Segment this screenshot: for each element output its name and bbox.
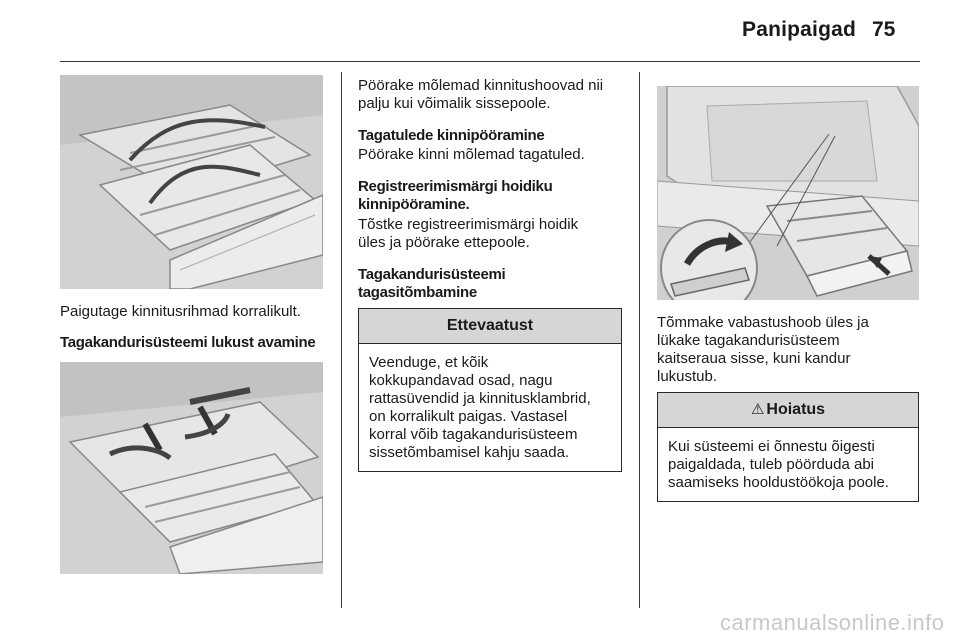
heading-retract-system: Tagakandurisüsteemi tagasitõmbamine (358, 266, 506, 301)
column-divider-1 (341, 72, 342, 608)
paragraph-pull-lever: Tõmmake vabastushoob üles ja lükake tagakandurisüsteem kaitseraua sisse, kuni kandur lukustub. (657, 314, 869, 385)
illustration-retract-carrier (657, 86, 919, 300)
illustration-unlock-levers (60, 362, 323, 574)
retract-drawing (657, 86, 919, 300)
straps-drawing (60, 75, 323, 289)
paragraph-taillights: Pöörake kinni mõlemad tagatuled. (358, 146, 585, 163)
watermark: carmanualsonline.info (720, 610, 945, 635)
caption-fastening-straps: Paigutage kinnitusrihmad korralikult. (60, 303, 301, 320)
warning-title: Hoiatus (766, 401, 826, 418)
column-divider-2 (639, 72, 640, 608)
levers-drawing (60, 362, 323, 574)
paragraph-plate-holder: Tõstke registreerimismärgi hoidik üles ja pöörake ettepoole. (358, 216, 579, 251)
warning-header (658, 393, 918, 428)
paragraph-turn-levers: Pöörake mõlemad kinnitushoovad nii palju kui võimalik sissepoole. (358, 77, 604, 112)
caution-title: Ettevaatust (359, 309, 621, 344)
heading-unlock-system: Tagakandurisüsteemi lukust avamine (60, 334, 316, 351)
heading-taillights: Tagatulede kinnipööramine (358, 127, 545, 144)
page-header-title: Panipaigad (742, 18, 857, 41)
caution-box (358, 308, 622, 472)
header-rule (60, 61, 920, 62)
warning-box (657, 392, 919, 502)
illustration-fastening-straps (60, 75, 323, 289)
heading-plate-holder: Registreerimismärgi hoidiku kinnipööramine. (358, 178, 553, 213)
caution-text: Veenduge, et kõik kokkupandavad osad, nagu rattasüvendid ja kinnitusklambrid, on korralikult paigas. Vastasel korral võib tagakandurisüsteem sissetõmbamisel kahju saada. (369, 354, 591, 461)
warning-text: Kui süsteemi ei õnnestu õigesti paigaldada, tuleb pöörduda abi saamiseks hooldustöökoja poole. (668, 438, 889, 491)
page-number: 75 (872, 18, 896, 41)
warning-triangle-icon: ⚠ (750, 401, 765, 418)
